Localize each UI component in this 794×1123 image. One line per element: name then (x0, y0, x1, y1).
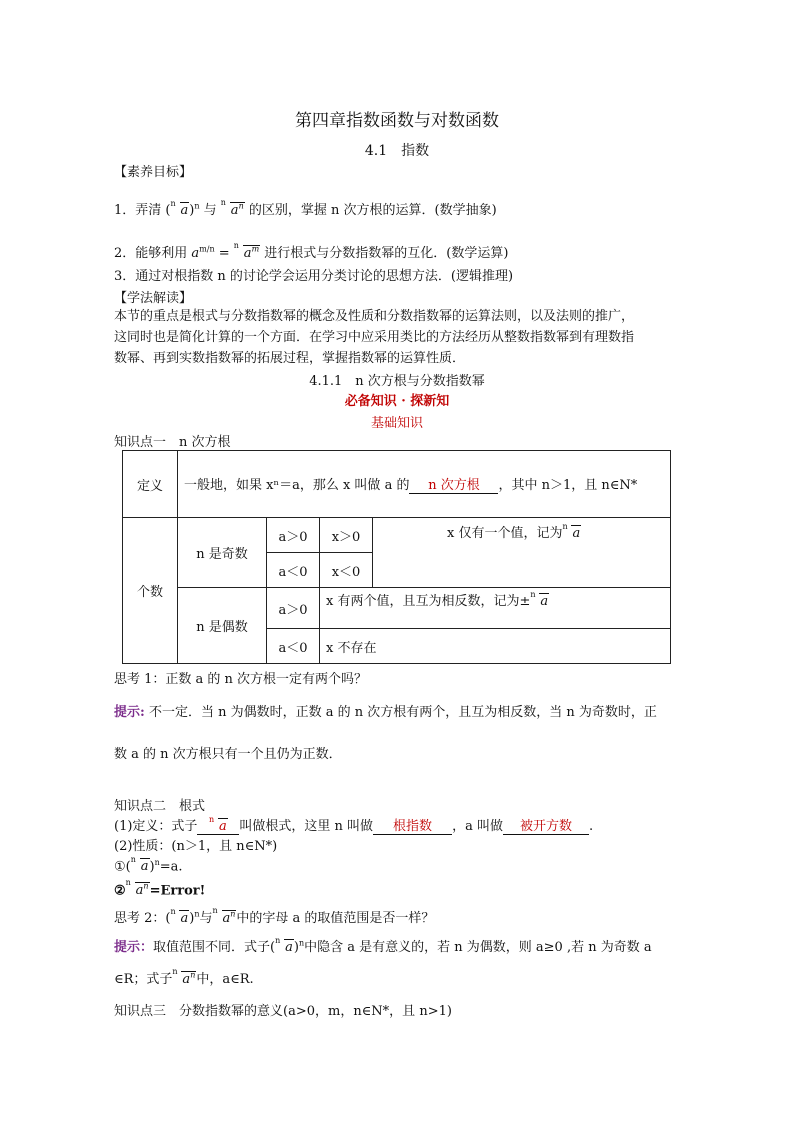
hint-1-line-1: 提示: 不一定．当 n 为偶数时，正数 a 的 n 次方根有两个，且互为相反数，当 n 为奇数时，正 (114, 705, 657, 720)
goal-3: 3．通过对根指数 n 的讨论学会运用分类讨论的思想方法．(逻辑推理) (114, 269, 514, 284)
hint-2-line-2: ∈R；式子 n $a^n$中，a∈R. (114, 966, 254, 987)
hint-2-line-1: 提示：取值范围不同．式子( n a)$^n$中隐含 a 是有意义的，若 n 为偶数，则 a≥0 ,若 n 为奇数 a (114, 936, 652, 955)
kp2-property-1: ①( n a)$^n$=a. (114, 855, 183, 875)
odd-a-neg: a＜0 (267, 553, 320, 588)
goal-2: 2．能够利用 $a^{m/n}$ = n $a^m$ 进行根式与分数指数幂的互化．(数学运算) (114, 240, 509, 261)
think-2: 思考 2：( n a)$^n$与 n $a^n$中的字母 a 的取值范围是否一样？ (114, 905, 435, 926)
section-tag: 必备知识 · 探新知 (344, 394, 450, 409)
odd-x-pos: x＞0 (320, 518, 373, 553)
even-a-pos: a＞0 (267, 588, 320, 629)
odd-label-cell: n 是奇数 (178, 518, 267, 588)
kp2-property: (2)性质：(n＞1，且 n∈N*) (114, 839, 278, 854)
def-label-cell: 定义 (123, 451, 178, 518)
section-title: 4.1.1 n 次方根与分数指数幂 (309, 374, 485, 389)
method-line-3: 数幂、再到实数指数幂的拓展过程，掌握指数幂的运算性质． (114, 351, 466, 366)
goals-heading: 【素养目标】 (114, 165, 193, 180)
formula-fraction-power: $a^{m/n}$ = n $a^m$ (191, 240, 260, 261)
method-line-1: 本节的重点是根式与分数指数幂的概念及性质和分数指数幂的运算法则，以及法则的推广， (114, 309, 635, 324)
hint-1-label: 提示: (114, 705, 145, 720)
kp2-property-2: ② n $a^n=Error$! (114, 878, 206, 899)
even-none-cell: x 不存在 (320, 629, 671, 664)
kp2-blank-index: 根指数 (373, 815, 452, 835)
think-1: 思考 1：正数 a 的 n 次方根一定有两个吗？ (114, 672, 368, 687)
basic-knowledge-label: 基础知识 (370, 416, 423, 431)
kp1-title: 知识点一 n 次方根 (114, 435, 231, 450)
method-line-2: 这同时也是简化计算的一个方面．在学习中应采用类比的方法经历从整数指数幂到有理数指 (114, 330, 635, 345)
page-subtitle: 4.1 指数 (364, 143, 430, 159)
even-label-cell: n 是偶数 (178, 588, 267, 664)
odd-desc-cell: x 仅有一个值，记为 n a (373, 518, 671, 588)
formula-root-of-power: n $a^n$ (220, 197, 244, 218)
nth-root-table (122, 450, 671, 664)
kp2-blank-radicand: 被开方数 (503, 815, 589, 835)
hint-1-line-2: 数 a 的 n 次方根只有一个且仍为正数． (114, 747, 342, 762)
kp2-definition: (1)定义：式子 n a 叫做根式，这里 n 叫做 根指数 ，a 叫做 被开方数 . (114, 815, 594, 834)
count-label-cell: 个数 (123, 518, 178, 664)
def-content-cell: 一般地，如果 xⁿ＝a，那么 x 叫做 a 的 n 次方根 ，其中 n＞1，且 n∈N* (178, 451, 671, 518)
kp2-blank-radical: n a (197, 819, 239, 835)
formula-root-power: ( n a)$^n$ (165, 199, 200, 218)
page-title: 第四章指数函数与对数函数 (295, 111, 499, 131)
odd-x-neg: x＜0 (320, 553, 373, 588)
hint-2-label: 提示： (114, 940, 154, 955)
def-blank: n 次方根 (409, 474, 498, 494)
goal-1: 1．弄清 ( n a)$^n$ 与 n $a^n$ 的区别，掌握 n 次方根的运算．(数学抽象) (114, 197, 497, 218)
method-heading: 【学法解读】 (114, 291, 193, 306)
odd-a-pos: a＞0 (267, 518, 320, 553)
even-a-neg: a＜0 (267, 629, 320, 664)
kp3-title: 知识点三 分数指数幂的意义(a>0，m，n∈N*，且 n>1) (114, 1004, 452, 1019)
kp2-title: 知识点二 根式 (114, 799, 206, 814)
even-desc-cell: x 有两个值，且互为相反数，记为± n a (320, 588, 671, 629)
